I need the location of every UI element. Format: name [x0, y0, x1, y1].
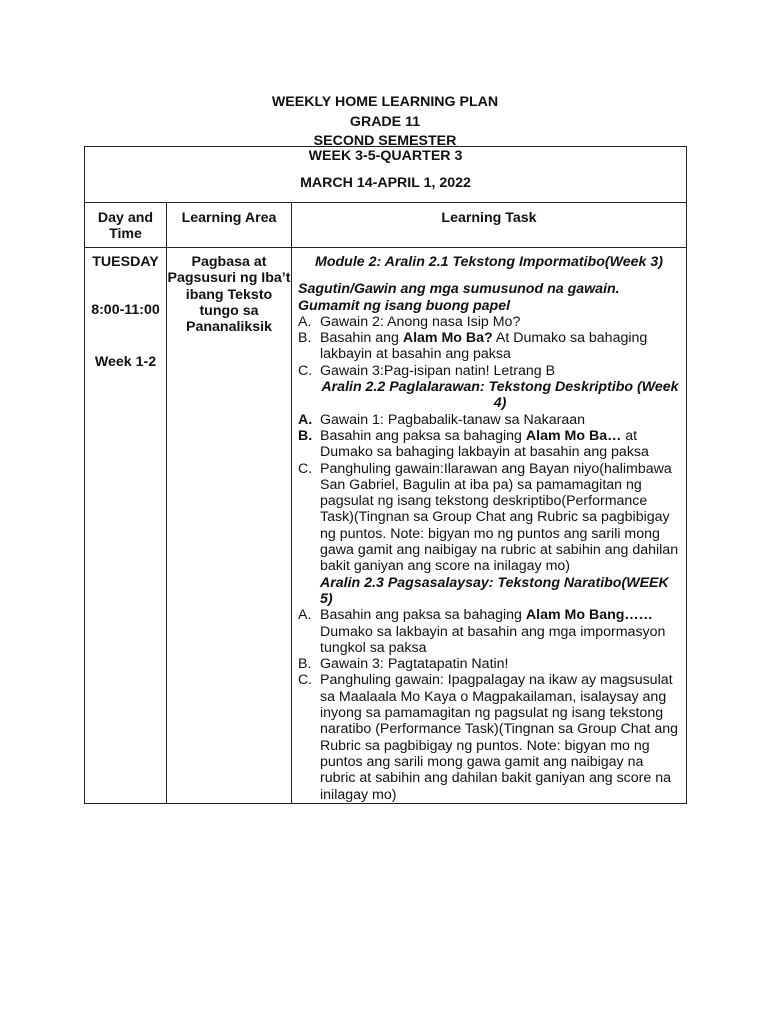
- task-marker: C.: [298, 672, 313, 689]
- task-marker: A.: [298, 313, 312, 330]
- instruction-text: Sagutin/Gawin ang mga sumusunod na gawain. Gumamit ng isang buong papel: [298, 281, 620, 314]
- day-label: TUESDAY: [92, 254, 159, 270]
- task-text: at Dumako sa bahaging lakbayin at basahin ang paksa: [320, 427, 649, 461]
- task-text: Gawain 2: Anong nasa Isip Mo?: [320, 313, 521, 330]
- aralin22-title: Aralin 2.2 Paglalarawan: Tekstong Deskriptibo (Week 4): [321, 379, 679, 412]
- task-text: Panghuling gawain: Ipagpalagay na ikaw ay magsusulat sa Maalaala Mo Kaya o Magpakailaman, isalaysay ang inyong sa pamamagitan ng pagsulat ng isang tekstong naratibo (Performance Task)(Tingnan sa Group Chat ang Rubric sa pagbibigay ng puntos. Note: bigyan mo ng puntos ang sarili mong gawa gamit ang naibigay na rubric at sabihin ang dahilan bakit ganiyan ang score na inilagay mo): [320, 672, 679, 803]
- task-text: Gawain 1: Pagbabalik-tanaw sa Nakaraan: [320, 411, 585, 428]
- header-grade: GRADE 11: [349, 113, 421, 130]
- column-header-day-time: Day and Time: [85, 203, 167, 248]
- task-item: [298, 330, 680, 363]
- task-text: At Dumako sa bahaging lakbayin at basahin ang paksa: [320, 330, 648, 363]
- header-title: WEEKLY HOME LEARNING PLAN: [271, 94, 499, 110]
- task-item: [298, 607, 680, 656]
- column-header-learning-task: Learning Task: [292, 203, 687, 248]
- header-semester: SECOND SEMESTER: [313, 133, 457, 149]
- task-item: [298, 428, 680, 461]
- task-item: [298, 656, 680, 672]
- task-text-bold: Alam Mo Ba?: [402, 330, 493, 347]
- learning-plan-table: [84, 146, 687, 804]
- task-text: Dumako sa lakbayin at basahin ang mga impormasyon tungkol sa paksa: [320, 623, 666, 656]
- document-header: [84, 93, 686, 152]
- task-item: [298, 314, 680, 330]
- task-marker: B.: [298, 330, 312, 347]
- task-text-bold: Alam Mo Ba…: [525, 427, 622, 444]
- task-text: Panghuling gawain:Ilarawan ang Bayan niyo(halimbawa San Gabriel, Bagulin at iba pa) sa pamamagitan ng pagsulat ng isang tekstong deskriptibo(Performance Task)(Tingnan sa Group Chat ang Rubric sa pagbibigay ng puntos. Note: bigyan mo ng puntos ang sarili mong gawa gamit ang naibigay na rubric at sabihin ang dahilan bakit ganiyan ang score na inilagay mo): [320, 460, 679, 575]
- task-marker: B.: [298, 427, 313, 444]
- aralin23-task-list: [298, 607, 680, 803]
- task-text: Basahin ang paksa sa bahaging: [320, 427, 526, 444]
- time-label: 8:00-11:00: [91, 302, 160, 319]
- aralin22-task-list: [298, 412, 680, 575]
- week-date-cell: [85, 147, 687, 203]
- task-text: Basahin ang: [320, 330, 403, 347]
- task-item: [298, 412, 680, 428]
- aralin21-task-list: [298, 314, 680, 379]
- task-text: Gawain 3: Pagtatapatin Natin!: [320, 656, 509, 673]
- learning-task-cell: [292, 248, 687, 804]
- learning-area-cell: Pagbasa at Pagsusuri ng Iba’t ibang Teksto tungo sa Pananaliksik: [167, 248, 292, 804]
- week-label: Week 1-2: [94, 353, 157, 370]
- task-marker: C.: [298, 460, 313, 477]
- task-item: [298, 461, 680, 575]
- task-marker: A.: [298, 607, 312, 624]
- day-time-cell: [85, 248, 167, 804]
- task-marker: A.: [298, 411, 313, 428]
- module-title: Module 2: Aralin 2.1 Tekstong Impormatibo(Week 3): [315, 254, 663, 270]
- task-text: Basahin ang paksa sa bahaging: [320, 607, 526, 624]
- column-header-learning-area: Learning Area: [167, 203, 292, 248]
- task-marker: B.: [298, 656, 312, 673]
- task-text: Gawain 3:Pag-isipan natin! Letrang B: [320, 362, 556, 379]
- task-item: [298, 672, 680, 802]
- header-dates: MARCH 14-APRIL 1, 2022: [300, 174, 471, 191]
- header-week: WEEK 3-5-QUARTER 3: [308, 148, 463, 164]
- task-item: [298, 363, 680, 379]
- aralin23-title: Aralin 2.3 Pagsasalaysay: Tekstong Naratibo(WEEK 5): [320, 574, 669, 607]
- task-marker: C.: [298, 362, 313, 379]
- task-text-bold: Alam Mo Bang……: [525, 607, 653, 624]
